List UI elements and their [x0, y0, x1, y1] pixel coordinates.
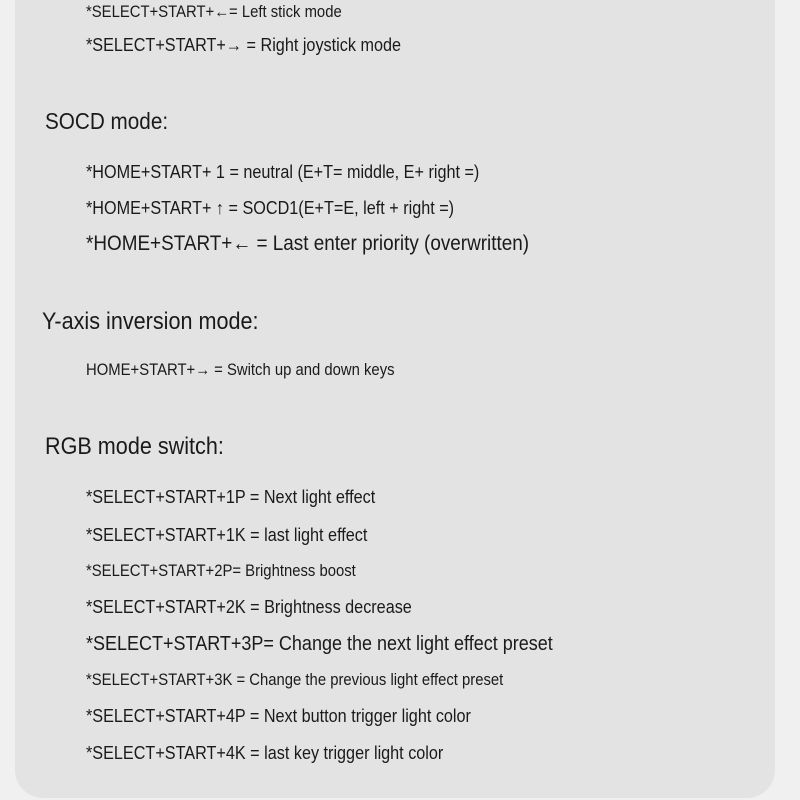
section-title-rgb: RGB mode switch:: [45, 433, 224, 460]
section-title-yaxis: Y-axis inversion mode:: [42, 308, 259, 335]
socd-line: *HOME+START+ 1 = neutral (E+T= middle, E+ right =): [86, 162, 480, 182]
rgb-line: *SELECT+START+4P = Next button trigger light color: [86, 706, 471, 726]
socd-line: *HOME+START+ ↑ = SOCD1(E+T=E, left + right =): [86, 198, 455, 218]
rgb-line: *SELECT+START+2K = Brightness decrease: [86, 597, 412, 617]
joystick-line: *SELECT+START+→ = Right joystick mode: [86, 35, 401, 55]
yaxis-line: HOME+START+→ = Switch up and down keys: [86, 361, 395, 379]
section-title-socd: SOCD mode:: [45, 108, 169, 134]
rgb-line: *SELECT+START+2P= Brightness boost: [86, 562, 356, 580]
rgb-line: *SELECT+START+4K = last key trigger light color: [86, 743, 444, 763]
rgb-line: *SELECT+START+1K = last light effect: [86, 525, 368, 545]
rgb-line: *SELECT+START+3P= Change the next light effect preset: [86, 633, 553, 655]
socd-line: *HOME+START+← = Last enter priority (overwritten): [86, 232, 530, 255]
rgb-line: *SELECT+START+3K = Change the previous light effect preset: [86, 671, 504, 689]
rgb-line: *SELECT+START+1P = Next light effect: [86, 487, 376, 507]
joystick-line: *SELECT+START+←= Left stick mode: [86, 3, 342, 21]
